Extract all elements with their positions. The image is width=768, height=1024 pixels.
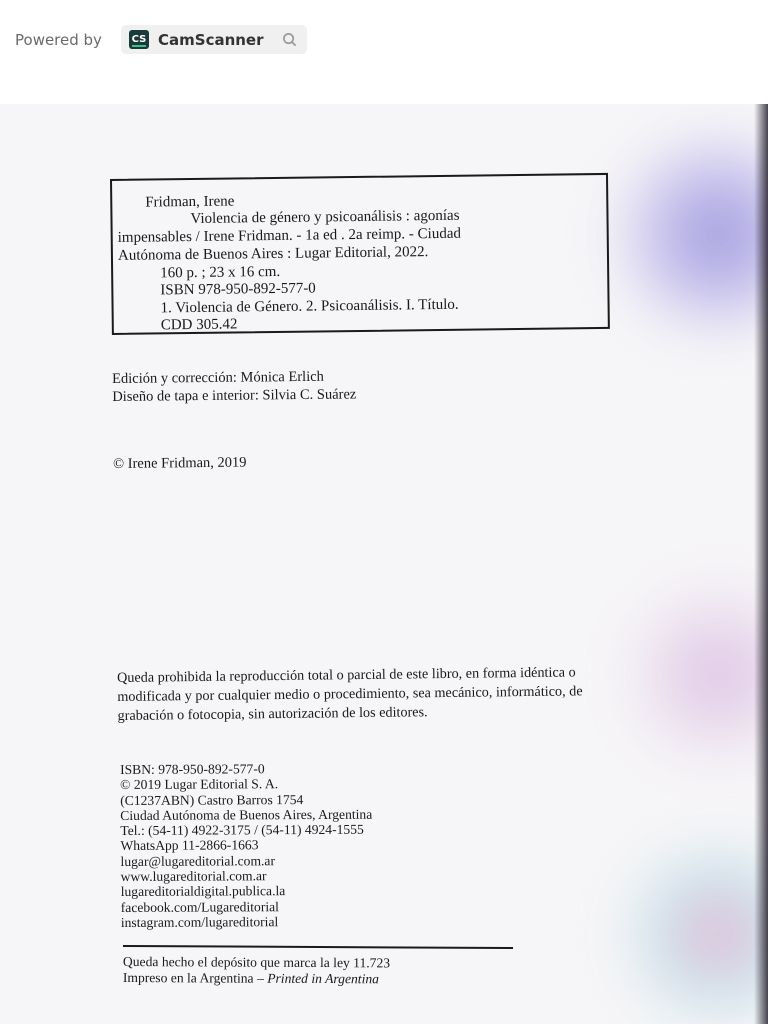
printed-in-line [123,970,390,987]
camscanner-badge[interactable] [121,25,307,54]
publisher-facebook: facebook.com/Lugareditorial [120,898,279,915]
author-copyright: © Irene Fridman, 2019 [113,454,247,472]
camscanner-logo-icon: CS [129,30,149,49]
scanned-page [0,104,768,1024]
credits [112,367,356,406]
powered-by-label: Powered by [15,31,102,49]
publisher-isbn: ISBN: 978-950-892-577-0 [120,761,265,777]
publisher-copyright: © 2019 Lugar Editorial S. A. [120,776,279,793]
publisher-info [120,761,373,931]
printed-in-english: Printed in Argentina [267,970,380,987]
notice-line-2: modificada y por cualquier medio o procedimiento, sea mecánico, informático, de [117,683,583,705]
design-credit: Diseño de tapa e interior: Silvia C. Suárez [112,386,357,405]
edition-credit: Edición y corrección: Mónica Erlich [112,368,324,387]
publisher-telephone: Tel.: (54-11) 4922-3175 / (54-11) 4924-1555 [120,821,364,839]
page-edge-shadow [754,104,768,1024]
cataloging-record-box [110,173,610,335]
publisher-city: Ciudad Autónoma de Buenos Aires, Argentina [120,806,373,823]
catalog-author: Fridman, Irene [145,193,235,211]
camscanner-app-name: CamScanner [158,31,264,49]
publisher-digital-site: lugareditorialdigital.publica.la [120,883,286,900]
catalog-title-line-3: Autónoma de Buenos Aires : Lugar Editorial, 2022. [117,244,429,264]
catalog-subjects: 1. Violencia de Género. 2. Psicoanálisis. I. Título. [160,296,459,317]
catalog-cdd: CDD 305.42 [160,316,238,334]
printed-in-spanish: Impreso en la Argentina – [122,969,268,986]
legal-deposit: Queda hecho el depósito que marca la ley 11.723 [122,954,391,971]
catalog-isbn: ISBN 978-950-892-577-0 [160,280,316,299]
publisher-website: www.lugareditorial.com.ar [120,868,267,885]
camscanner-watermark-bar [0,0,768,104]
publisher-email: lugar@lugareditorial.com.ar [120,852,275,869]
catalog-pages: 160 p. ; 23 x 16 cm. [160,263,281,282]
publisher-instagram: instagram.com/lugareditorial [120,914,279,930]
notice-line-1: Queda prohibida la reproducción total o parcial de este libro, en forma idéntica o [117,664,576,686]
divider-rule [123,945,513,949]
reproduction-notice [117,662,718,726]
search-icon [282,32,297,47]
catalog-title-line-2: impensables / Irene Fridman. - 1a ed . 2a reimp. - Ciudad [117,225,462,246]
catalog-title-line-1: Violencia de género y psicoanálisis : agonías [190,207,460,228]
publisher-address: (C1237ABN) Castro Barros 1754 [120,791,304,808]
publisher-whatsapp: WhatsApp 11-2866-1663 [120,837,259,854]
legal-footer [123,954,390,987]
notice-line-3: grabación o fotocopia, sin autorización de los editores. [117,704,428,724]
